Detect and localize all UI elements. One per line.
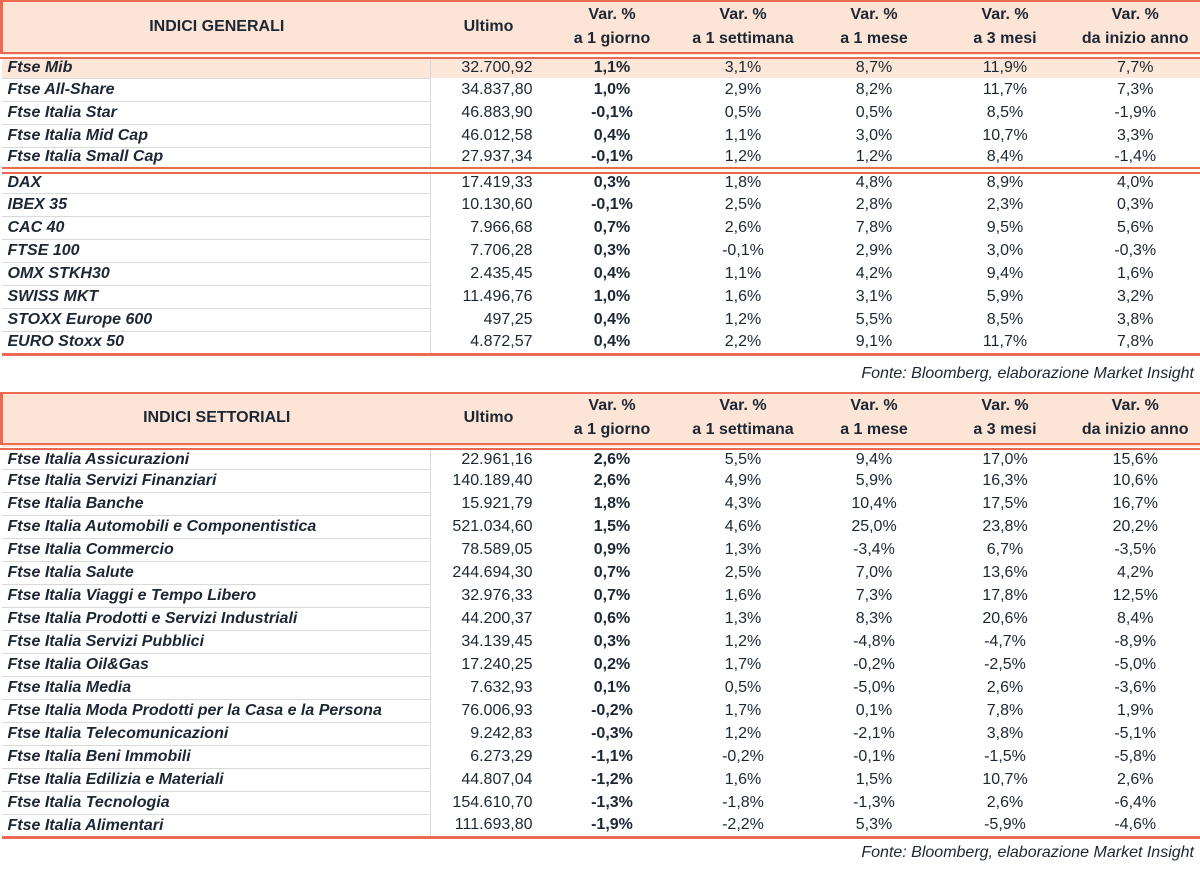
- row-label: FTSE 100: [2, 239, 431, 262]
- var-value: -5,0%: [1071, 654, 1200, 677]
- row-label: Ftse Italia Tecnologia: [2, 792, 431, 815]
- var-value: 4,6%: [724, 518, 762, 535]
- var-value: 7,8%: [1071, 331, 1200, 354]
- col-header-var: [547, 393, 678, 447]
- ultimo-header-label: Ultimo: [463, 409, 514, 427]
- var-value: 9,5%: [986, 218, 1024, 236]
- var-value: 9,1%: [809, 331, 940, 354]
- row-label: Ftse Italia Star: [2, 101, 431, 124]
- var-value: -1,2%: [591, 771, 633, 788]
- row-label: Ftse Italia Small Cap: [2, 147, 431, 170]
- var-value: -2,1%: [853, 725, 895, 742]
- var-value: -3,5%: [1071, 539, 1200, 562]
- var-value: -1,1%: [591, 748, 633, 765]
- col-header-var: [678, 1, 809, 55]
- table-row: [2, 723, 1200, 746]
- var-value: 2,8%: [855, 195, 893, 213]
- row-label: IBEX 35: [2, 193, 431, 216]
- var-value: 2,9%: [724, 80, 762, 98]
- var-value: 0,4%: [593, 126, 631, 144]
- ultimo-value: 11.496,76: [462, 287, 533, 305]
- table-row: [2, 101, 1200, 124]
- var-value: 0,1%: [855, 702, 893, 719]
- var-value: -4,6%: [1071, 815, 1200, 838]
- var-value: 2,6%: [1071, 769, 1200, 792]
- var-value: 8,4%: [940, 147, 1071, 170]
- ultimo-value: 34.837,80: [461, 80, 533, 98]
- var-value: 3,3%: [1071, 124, 1200, 147]
- ultimo-value: 17.419,33: [461, 174, 533, 192]
- col-header-var: [940, 393, 1071, 447]
- var-value: 5,9%: [986, 287, 1024, 305]
- var-value: 1,9%: [1071, 700, 1200, 723]
- col-header-line1: Var. %: [850, 5, 898, 23]
- var-value: -1,9%: [547, 815, 678, 838]
- var-value: 1,0%: [593, 80, 631, 98]
- var-value: -1,3%: [853, 794, 895, 811]
- ultimo-value: 111.693,80: [431, 815, 547, 838]
- row-label: EURO Stoxx 50: [2, 331, 431, 354]
- table-row: [2, 193, 1200, 216]
- var-value: 7,7%: [1071, 55, 1200, 78]
- var-value: 8,4%: [1071, 608, 1200, 631]
- var-value: 2,5%: [724, 564, 762, 581]
- var-value: -3,6%: [1071, 677, 1200, 700]
- var-value: -8,9%: [1071, 631, 1200, 654]
- table-row: [2, 331, 1200, 354]
- ultimo-value: 244.694,30: [452, 564, 533, 581]
- table-row: [2, 516, 1200, 539]
- var-value: 4,2%: [855, 264, 893, 282]
- var-value: 13,6%: [982, 564, 1028, 581]
- var-value: 2,2%: [678, 331, 809, 354]
- row-label: Ftse Italia Telecomunicazioni: [2, 723, 431, 746]
- var-value: 20,6%: [982, 610, 1028, 627]
- ultimo-header-label: Ultimo: [463, 17, 514, 35]
- var-value: 9,4%: [855, 450, 893, 468]
- var-value: 1,6%: [724, 287, 762, 305]
- ultimo-value: 140.189,40: [452, 472, 533, 489]
- source-note: [0, 839, 1200, 868]
- table-row: [2, 285, 1200, 308]
- var-value: 1,2%: [678, 147, 809, 170]
- var-value: -0,1%: [853, 748, 895, 765]
- var-value: 9,4%: [986, 264, 1024, 282]
- var-value: 1,6%: [724, 587, 762, 604]
- var-value: 0,5%: [855, 103, 893, 121]
- col-header-var: [809, 1, 940, 55]
- var-value: 16,3%: [982, 472, 1028, 489]
- var-value: -0,3%: [1071, 239, 1200, 262]
- var-value: 5,9%: [855, 472, 893, 489]
- var-value: 5,3%: [809, 815, 940, 838]
- ultimo-value: 497,25: [483, 310, 533, 328]
- var-value: 1,2%: [724, 725, 762, 742]
- indici-settoriali-table: [0, 392, 1200, 840]
- header-row: [2, 1, 1200, 55]
- var-value: 17,5%: [982, 495, 1028, 512]
- var-value: 0,3%: [593, 174, 631, 192]
- var-value: 1,2%: [724, 310, 762, 328]
- ultimo-value: 32.976,33: [461, 587, 533, 604]
- var-value: 1,3%: [724, 541, 762, 558]
- ultimo-value: 9.242,83: [470, 725, 533, 742]
- var-value: -2,2%: [678, 815, 809, 838]
- var-value: -1,9%: [1071, 101, 1200, 124]
- var-value: -1,8%: [722, 794, 764, 811]
- var-value: 25,0%: [851, 518, 897, 535]
- var-value: 1,3%: [724, 610, 762, 627]
- row-label: Ftse Italia Viaggi e Tempo Libero: [2, 585, 431, 608]
- var-value: 17,0%: [982, 450, 1028, 468]
- ultimo-value: 78.589,05: [461, 541, 533, 558]
- row-label: Ftse Italia Assicurazioni: [2, 447, 431, 470]
- row-label: Ftse Italia Alimentari: [2, 815, 431, 838]
- table-row: [2, 262, 1200, 285]
- var-value: 1,8%: [593, 495, 631, 512]
- col-header-line1: Var. %: [1111, 5, 1159, 23]
- var-value: -5,8%: [1071, 746, 1200, 769]
- var-value: 6,7%: [986, 541, 1024, 558]
- row-label: Ftse All-Share: [2, 78, 431, 101]
- col-header-line1: Var. %: [719, 5, 767, 23]
- col-header-var: [1071, 1, 1200, 55]
- var-value: 3,0%: [986, 241, 1024, 259]
- row-label: SWISS MKT: [2, 285, 431, 308]
- var-value: 7,3%: [1071, 78, 1200, 101]
- var-value: 20,2%: [1071, 516, 1200, 539]
- var-value: 8,7%: [809, 55, 940, 78]
- table-row: [2, 562, 1200, 585]
- var-value: 16,7%: [1071, 493, 1200, 516]
- row-label: Ftse Italia Edilizia e Materiali: [2, 769, 431, 792]
- source-note-text: Fonte: Bloomberg, elaborazione Market Insight: [861, 844, 1194, 861]
- ultimo-value: 34.139,45: [461, 633, 533, 650]
- var-value: 0,1%: [593, 679, 631, 696]
- var-value: 3,1%: [855, 287, 893, 305]
- var-value: 0,3%: [593, 633, 631, 650]
- ultimo-value: 44.200,37: [461, 610, 533, 627]
- var-value: -0,2%: [722, 748, 764, 765]
- var-value: 8,3%: [855, 610, 893, 627]
- table-title-label: INDICI GENERALI: [149, 17, 285, 35]
- var-value: -6,4%: [1071, 792, 1200, 815]
- var-value: 0,4%: [593, 264, 631, 282]
- row-label: Ftse Italia Salute: [2, 562, 431, 585]
- table-row: [2, 815, 1200, 838]
- var-value: 2,6%: [986, 794, 1024, 811]
- col-header-var: [809, 393, 940, 447]
- var-value: 11,7%: [940, 331, 1071, 354]
- table-row: [2, 147, 1200, 170]
- table-row: [2, 608, 1200, 631]
- table-title: [2, 1, 431, 55]
- var-value: 10,4%: [851, 495, 897, 512]
- col-header-line2: da inizio anno: [1081, 421, 1189, 439]
- var-value: 1,1%: [547, 55, 678, 78]
- col-header-line2: a 3 mesi: [973, 421, 1037, 439]
- col-header-line1: Var. %: [588, 5, 636, 23]
- table-row: [2, 78, 1200, 101]
- var-value: 10,7%: [982, 126, 1028, 144]
- col-header-line2: a 1 settimana: [692, 29, 794, 47]
- var-value: -0,2%: [591, 702, 633, 719]
- var-value: 0,4%: [547, 331, 678, 354]
- ultimo-value: 22.961,16: [461, 450, 533, 468]
- var-value: -5,9%: [940, 815, 1071, 838]
- var-value: 0,5%: [724, 679, 762, 696]
- var-value: 8,9%: [986, 174, 1024, 192]
- ultimo-value: 7.706,28: [470, 241, 533, 259]
- var-value: 23,8%: [982, 518, 1028, 535]
- var-value: -5,1%: [1071, 723, 1200, 746]
- var-value: 3,2%: [1071, 285, 1200, 308]
- col-header-line1: Var. %: [1111, 397, 1159, 415]
- var-value: 8,5%: [986, 310, 1024, 328]
- var-value: 7,3%: [855, 587, 893, 604]
- ultimo-value: 46.012,58: [461, 126, 533, 144]
- var-value: 4,8%: [855, 174, 893, 192]
- table-row: [2, 239, 1200, 262]
- ultimo-value: 6.273,29: [470, 748, 533, 765]
- ultimo-value: 76.006,93: [461, 702, 533, 719]
- ultimo-value: 32.700,92: [431, 55, 547, 78]
- row-label: Ftse Italia Commercio: [2, 539, 431, 562]
- row-label: Ftse Italia Automobili e Componentistica: [2, 516, 431, 539]
- var-value: 0,3%: [1071, 193, 1200, 216]
- header-row: [2, 393, 1200, 447]
- ultimo-value: 2.435,45: [470, 264, 533, 282]
- col-header-ultimo: [431, 393, 547, 447]
- table-row: [2, 447, 1200, 470]
- col-header-line2: a 1 giorno: [573, 29, 651, 47]
- var-value: 2,6%: [986, 679, 1024, 696]
- table-row: [2, 792, 1200, 815]
- ultimo-value: 7.966,68: [470, 218, 533, 236]
- var-value: -5,0%: [853, 679, 895, 696]
- table-row: [2, 700, 1200, 723]
- var-value: 1,7%: [724, 702, 762, 719]
- row-label: Ftse Italia Beni Immobili: [2, 746, 431, 769]
- var-value: 0,6%: [593, 610, 631, 627]
- var-value: 1,8%: [724, 174, 762, 192]
- col-header-line2: da inizio anno: [1081, 29, 1189, 47]
- ultimo-value: 15.921,79: [461, 495, 533, 512]
- col-header-line1: Var. %: [850, 397, 898, 415]
- col-header-line2: a 1 mese: [840, 421, 908, 439]
- var-value: -0,2%: [853, 656, 895, 673]
- table-row: [2, 539, 1200, 562]
- var-value: 4,3%: [724, 495, 762, 512]
- table-row: [2, 55, 1200, 78]
- var-value: 0,3%: [593, 241, 631, 259]
- var-value: 7,0%: [855, 564, 893, 581]
- row-label: Ftse Italia Media: [2, 677, 431, 700]
- var-value: 3,1%: [678, 55, 809, 78]
- var-value: -1,4%: [1071, 147, 1200, 170]
- row-label: Ftse Italia Prodotti e Servizi Industriali: [2, 608, 431, 631]
- var-value: 1,5%: [593, 518, 631, 535]
- source-note-text: Fonte: Bloomberg, elaborazione Market Insight: [861, 364, 1194, 382]
- var-value: 2,6%: [724, 218, 762, 236]
- table-row: [2, 631, 1200, 654]
- var-value: 2,5%: [724, 195, 762, 213]
- var-value: -0,3%: [591, 725, 633, 742]
- var-value: 4,2%: [1071, 562, 1200, 585]
- row-label: Ftse Italia Servizi Pubblici: [2, 631, 431, 654]
- var-value: 11,9%: [940, 55, 1071, 78]
- var-value: -1,5%: [984, 748, 1026, 765]
- col-header-line1: Var. %: [981, 397, 1029, 415]
- row-label: DAX: [2, 170, 431, 193]
- row-label: OMX STKH30: [2, 262, 431, 285]
- ultimo-value: 4.872,57: [431, 331, 547, 354]
- var-value: 1,1%: [724, 126, 762, 144]
- var-value: 0,7%: [593, 564, 631, 581]
- ultimo-value: 154.610,70: [452, 794, 533, 811]
- table-row: [2, 308, 1200, 331]
- var-value: -2,5%: [984, 656, 1026, 673]
- table-row: [2, 746, 1200, 769]
- var-value: 1,6%: [724, 771, 762, 788]
- var-value: 4,9%: [724, 472, 762, 489]
- var-value: 3,0%: [855, 126, 893, 144]
- row-label: Ftse Italia Oil&Gas: [2, 654, 431, 677]
- col-header-line2: a 1 settimana: [692, 421, 794, 439]
- var-value: 1,1%: [724, 264, 762, 282]
- var-value: 5,5%: [724, 450, 762, 468]
- var-value: -0,1%: [547, 147, 678, 170]
- col-header-line1: Var. %: [719, 397, 767, 415]
- var-value: -0,1%: [591, 195, 633, 213]
- var-value: 2,6%: [593, 472, 631, 489]
- ultimo-value: 17.240,25: [461, 656, 533, 673]
- var-value: -0,1%: [591, 103, 633, 121]
- var-value: 3,8%: [1071, 308, 1200, 331]
- table-row: [2, 585, 1200, 608]
- col-header-var: [547, 1, 678, 55]
- col-header-ultimo: [431, 1, 547, 55]
- col-header-line2: a 3 mesi: [973, 29, 1037, 47]
- table-row: [2, 493, 1200, 516]
- ultimo-value: 7.632,93: [470, 679, 533, 696]
- var-value: 2,9%: [855, 241, 893, 259]
- ultimo-value: 10.130,60: [461, 195, 533, 213]
- var-value: 1,7%: [724, 656, 762, 673]
- var-value: 10,6%: [1071, 470, 1200, 493]
- var-value: 1,6%: [1071, 262, 1200, 285]
- ultimo-value: 521.034,60: [452, 518, 533, 535]
- row-label: Ftse Italia Mid Cap: [2, 124, 431, 147]
- col-header-line2: a 1 mese: [840, 29, 908, 47]
- ultimo-value: 44.807,04: [461, 771, 533, 788]
- table-row: [2, 124, 1200, 147]
- var-value: 4,0%: [1071, 170, 1200, 193]
- source-note: [0, 356, 1200, 392]
- table-row: [2, 216, 1200, 239]
- var-value: 5,6%: [1071, 216, 1200, 239]
- row-label: Ftse Mib: [2, 55, 431, 78]
- table-row: [2, 470, 1200, 493]
- table-row: [2, 769, 1200, 792]
- var-value: 7,8%: [855, 218, 893, 236]
- table-row: [2, 677, 1200, 700]
- var-value: -4,7%: [984, 633, 1026, 650]
- var-value: 3,8%: [986, 725, 1024, 742]
- var-value: 0,2%: [593, 656, 631, 673]
- table-title-label: INDICI SETTORIALI: [143, 409, 291, 427]
- var-value: 5,5%: [855, 310, 893, 328]
- row-label: Ftse Italia Servizi Finanziari: [2, 470, 431, 493]
- var-value: 8,5%: [986, 103, 1024, 121]
- ultimo-value: 27.937,34: [431, 147, 547, 170]
- var-value: -3,4%: [853, 541, 895, 558]
- var-value: 1,5%: [855, 771, 893, 788]
- var-value: 2,6%: [593, 450, 631, 468]
- var-value: 7,8%: [986, 702, 1024, 719]
- var-value: 1,2%: [724, 633, 762, 650]
- col-header-var: [940, 1, 1071, 55]
- var-value: 17,8%: [982, 587, 1028, 604]
- var-value: 10,7%: [982, 771, 1028, 788]
- var-value: -1,3%: [591, 794, 633, 811]
- ultimo-value: 46.883,90: [461, 103, 533, 121]
- var-value: 0,9%: [593, 541, 631, 558]
- row-label: CAC 40: [2, 216, 431, 239]
- table-row: [2, 170, 1200, 193]
- indici-generali-table: [0, 0, 1200, 356]
- var-value: 11,7%: [982, 80, 1028, 98]
- var-value: -4,8%: [853, 633, 895, 650]
- var-value: 0,4%: [593, 310, 631, 328]
- var-value: 0,5%: [724, 103, 762, 121]
- var-value: 1,2%: [809, 147, 940, 170]
- row-label: Ftse Italia Banche: [2, 493, 431, 516]
- var-value: 1,0%: [593, 287, 631, 305]
- table-row: [2, 654, 1200, 677]
- var-value: 0,7%: [593, 218, 631, 236]
- var-value: -0,1%: [722, 241, 764, 259]
- row-label: Ftse Italia Moda Prodotti per la Casa e la Persona: [2, 700, 431, 723]
- var-value: 8,2%: [855, 80, 893, 98]
- var-value: 12,5%: [1071, 585, 1200, 608]
- var-value: 0,7%: [593, 587, 631, 604]
- col-header-var: [678, 393, 809, 447]
- var-value: 15,6%: [1071, 447, 1200, 470]
- var-value: 2,3%: [986, 195, 1024, 213]
- row-label: STOXX Europe 600: [2, 308, 431, 331]
- col-header-line1: Var. %: [981, 5, 1029, 23]
- table-title: [2, 393, 431, 447]
- col-header-line1: Var. %: [588, 397, 636, 415]
- col-header-line2: a 1 giorno: [573, 421, 651, 439]
- col-header-var: [1071, 393, 1200, 447]
